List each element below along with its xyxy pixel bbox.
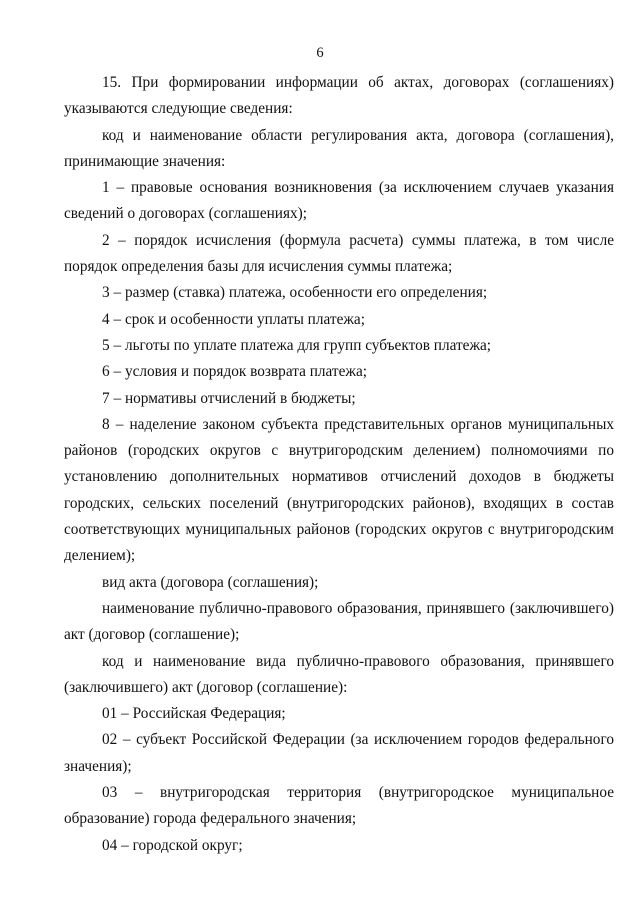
list-item-3: 3 – размер (ставка) платежа, особенности его определения; <box>102 284 488 302</box>
list-item-5: 5 – льготы по уплате платежа для групп субъектов платежа; <box>102 336 492 354</box>
paragraph-regulation-area: код и наименование области регулирования акта, договора (соглашения), принимающие значения: <box>64 126 614 170</box>
paragraph-act-type: вид акта (договора (соглашения); <box>102 573 319 591</box>
paragraph-entity-type: код и наименование вида публично-правового образования, принявшего (заключившего) акт (договор (соглашение): <box>64 652 614 696</box>
paragraph-entity-name: наименование публично-правового образования, принявшего (заключившего) акт (договор (соглашение); <box>64 599 614 644</box>
list-item-8: 8 – наделение законом субъекта представительных органов муниципальных районов (городских округов с внутригородским делением) полномочиями по установлению дополнительных нормативов отчислений доходов в бюджеты городских, сельских поселений (внутригородских районов), входящих в состав соответствующих муниципальных районов (городских округов с внутригородским делением); <box>64 415 614 565</box>
paragraph-15-intro: 15. При формировании информации об актах, договорах (соглашениях) указываются следующие сведения: <box>64 74 614 118</box>
list-item-04: 04 – городской округ; <box>102 836 243 854</box>
list-item-6: 6 – условия и порядок возврата платежа; <box>102 363 368 381</box>
list-item-2: 2 – порядок исчисления (формула расчета) суммы платежа, в том числе порядок определения базы для исчисления суммы платежа; <box>64 231 614 276</box>
list-item-7: 7 – нормативы отчислений в бюджеты; <box>102 389 356 407</box>
page-number: 6 <box>316 45 324 61</box>
list-item-4: 4 – срок и особенности уплаты платежа; <box>102 310 365 328</box>
list-item-02: 02 – субъект Российской Федерации (за исключением городов федерального значения); <box>64 731 614 775</box>
list-item-03: 03 – внутригородская территория (внутригородское муниципальное образование) города федерального значения; <box>64 784 614 828</box>
document-body <box>64 70 614 859</box>
list-item-01: 01 – Российская Федерация; <box>102 705 286 723</box>
list-item-1: 1 – правовые основания возникновения (за исключением случаев указания сведений о договорах (соглашениях); <box>64 179 614 223</box>
